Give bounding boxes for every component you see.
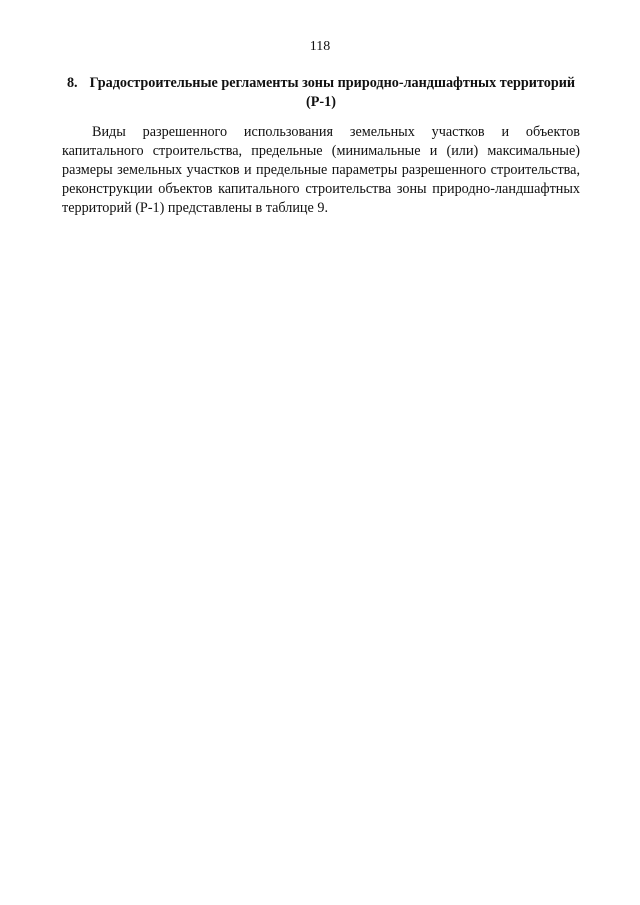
section-number: 8.	[66, 75, 78, 91]
section-heading	[62, 74, 580, 112]
page-number: 118	[309, 39, 331, 54]
body-paragraph: Виды разрешенного использования земельных участков и объектов капитального строительства, предельные (минимальные и (или) максимальные) размеры земельных участков и предельные параметры разрешенного строительства, реконструкции объектов капитального строительства зоны природно-ландшафтных территорий (Р-1) представлены в таблице 9.	[62, 124, 580, 216]
section-title: Градостроительные регламенты зоны природно-ландшафтных территорий (Р-1)	[89, 75, 576, 110]
